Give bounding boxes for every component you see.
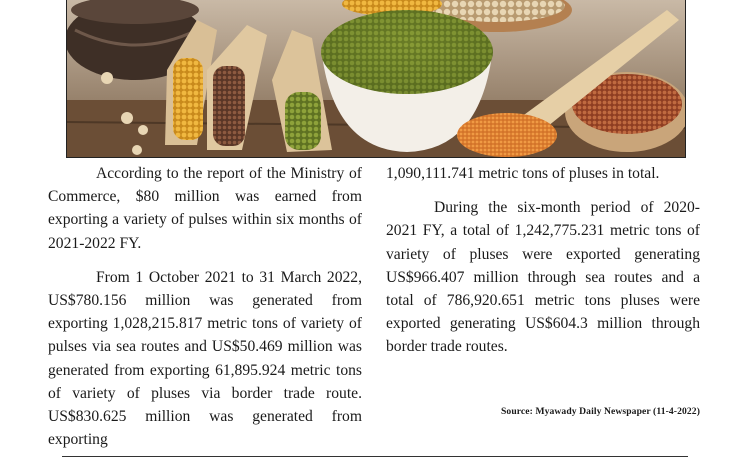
article-left-column [48, 162, 362, 451]
pulses-illustration [67, 0, 686, 158]
paragraph-2021-2022-details: From 1 October 2021 to 31 March 2022, US$780.156 million was generated from exporting 1,028,215.817 metric tons of variety of pulses via sea routes and US$50.469 million was generated from exporting 61,895.924 metric tons of variety of pluses via border trade route. US$830.625 million was generated from exporting [48, 268, 362, 449]
paragraph-total-continued: 1,090,111.741 metric tons of pluses in total. [386, 165, 660, 182]
pulses-photo [66, 0, 686, 158]
paragraph-2020-2021-details: During the six-month period of 2020-2021 FY, a total of 1,242,775.231 metric tons of variety of pluses were exported generating US$966.407 million through sea routes and a total of 786,920.651 metric tons pluses were exported generating US$604.3 million through border trade routes. [386, 199, 700, 356]
source-credit: Source: Myawady Daily Newspaper (11-4-2022) [500, 406, 700, 417]
article-right-column [386, 162, 700, 359]
paragraph-export-summary: According to the report of the Ministry of Commerce, $80 million was earned from exporting a variety of pulses within six months of 2021-2022 FY. [48, 165, 362, 252]
bottom-divider [62, 456, 688, 457]
